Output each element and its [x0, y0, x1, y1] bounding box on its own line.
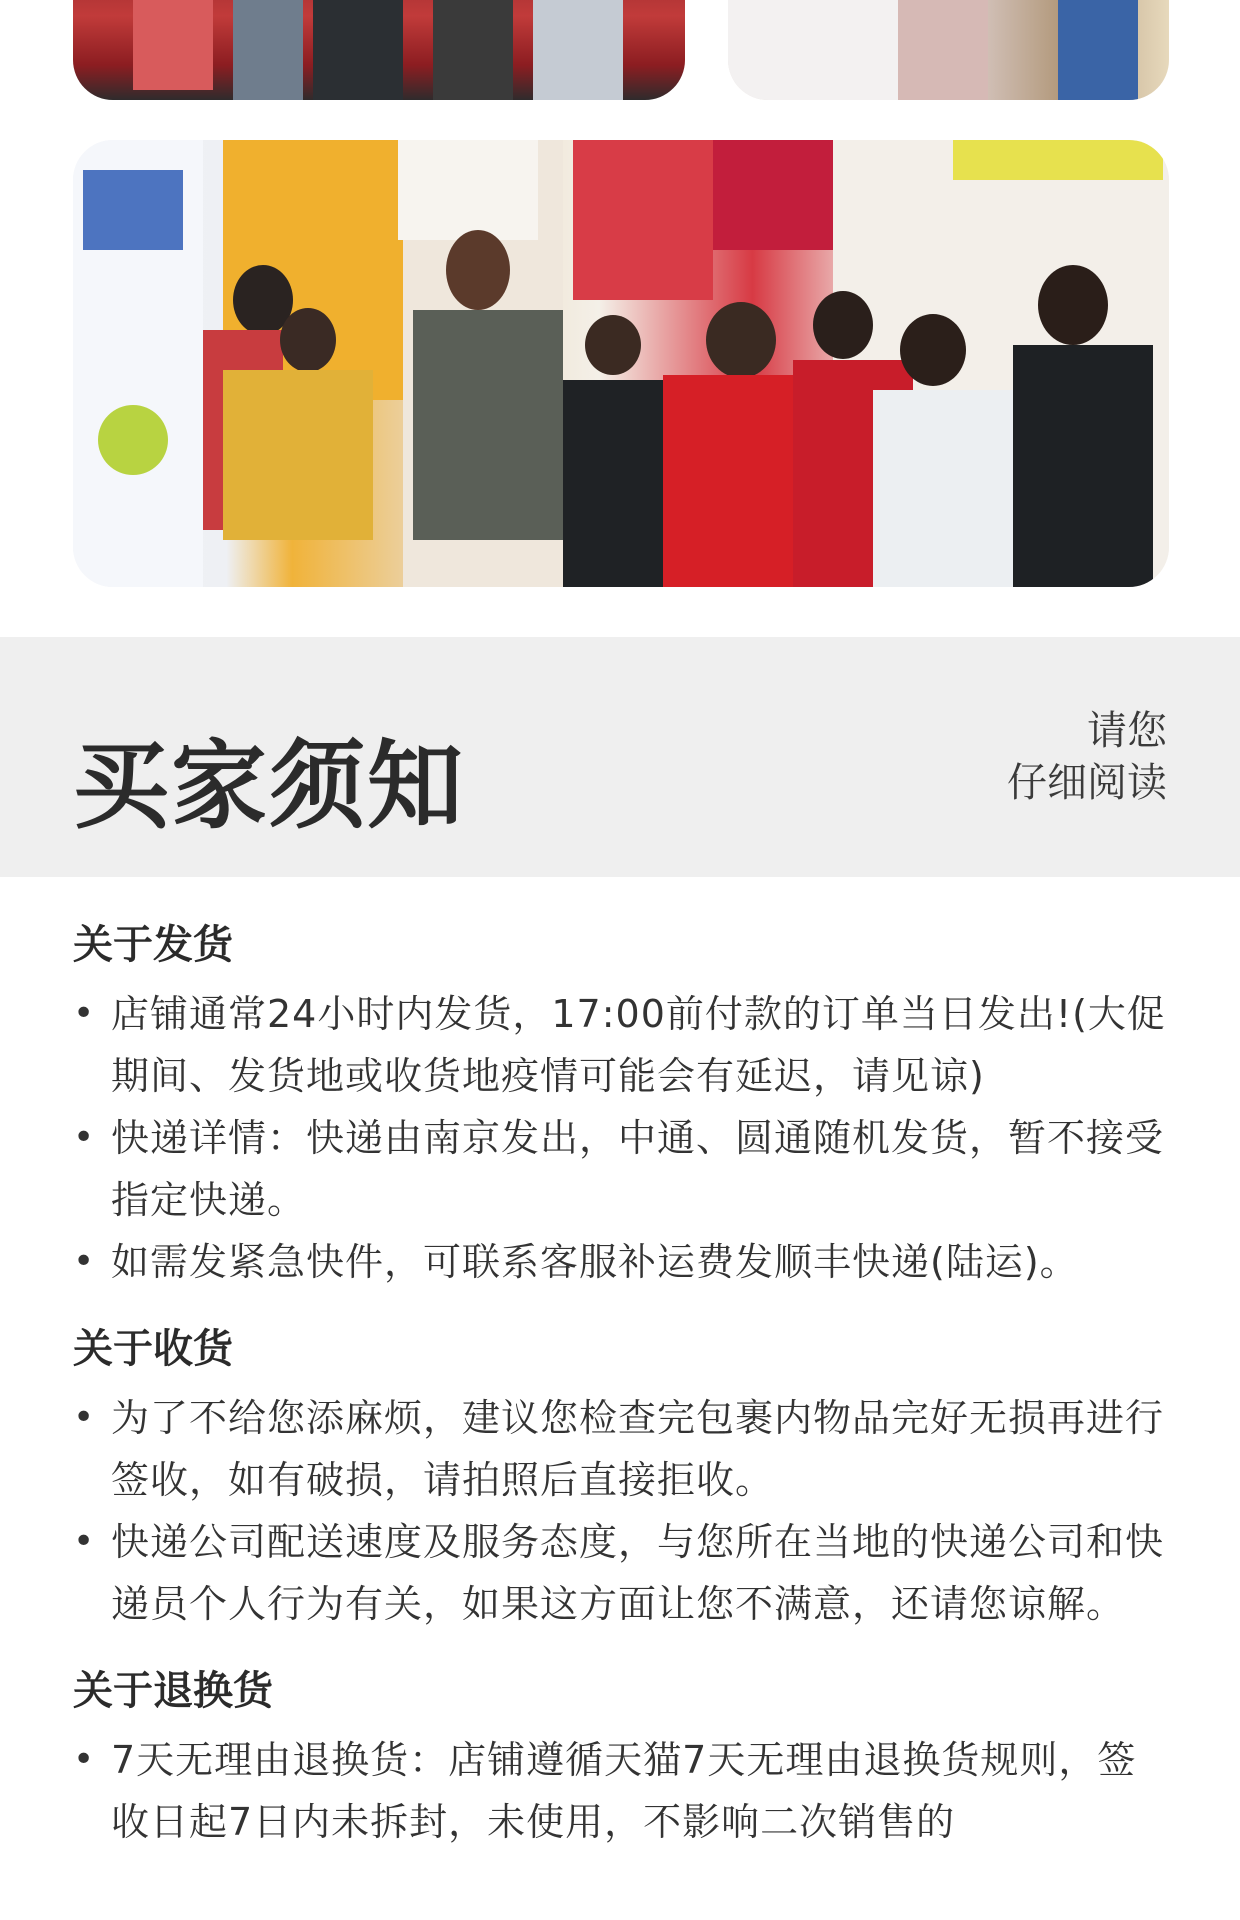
section-heading: 关于退换货 — [73, 1668, 273, 1714]
section-heading: 关于收货 — [73, 1326, 233, 1372]
note-line-1: 请您 — [1087, 708, 1167, 754]
bullet-item: • 快递详情：快递由南京发出，中通、圆通随机发货，暂不接受指定快递。 — [73, 1107, 1167, 1231]
bullet-list — [73, 1729, 1167, 1853]
trade-show-photo-main — [73, 140, 1169, 587]
bullet-item: • 7天无理由退换货：店铺遵循天猫7天无理由退换货规则，签收日起7日内未拆封，未使用，不影响二次销售的 — [73, 1729, 1167, 1853]
note-line-2: 仔细阅读 — [1007, 760, 1167, 806]
section-shipping — [73, 915, 1167, 1293]
section-heading: 关于发货 — [73, 922, 233, 968]
section-returns — [73, 1661, 1167, 1853]
notice-content — [73, 915, 1167, 1879]
bullet-list — [73, 983, 1167, 1293]
bullet-item: • 如需发紧急快件，可联系客服补运费发顺丰快递(陆运)。 — [73, 1231, 1167, 1293]
trade-show-photo-top-right — [728, 0, 1169, 100]
trade-show-photo-top-left — [73, 0, 685, 100]
buyer-notice-title: 买家须知 — [73, 730, 465, 842]
bullet-item: • 快递公司配送速度及服务态度，与您所在当地的快递公司和快递员个人行为有关，如果这方面让您不满意，还请您谅解。 — [73, 1511, 1167, 1635]
buyer-notice-note — [1007, 705, 1167, 809]
bullet-list — [73, 1387, 1167, 1635]
section-receiving — [73, 1319, 1167, 1635]
bullet-item: • 店铺通常24小时内发货，17:00前付款的订单当日发出!(大促期间、发货地或收货地疫情可能会有延迟，请见谅) — [73, 983, 1167, 1107]
bullet-item: • 为了不给您添麻烦，建议您检查完包裹内物品完好无损再进行签收，如有破损，请拍照后直接拒收。 — [73, 1387, 1167, 1511]
